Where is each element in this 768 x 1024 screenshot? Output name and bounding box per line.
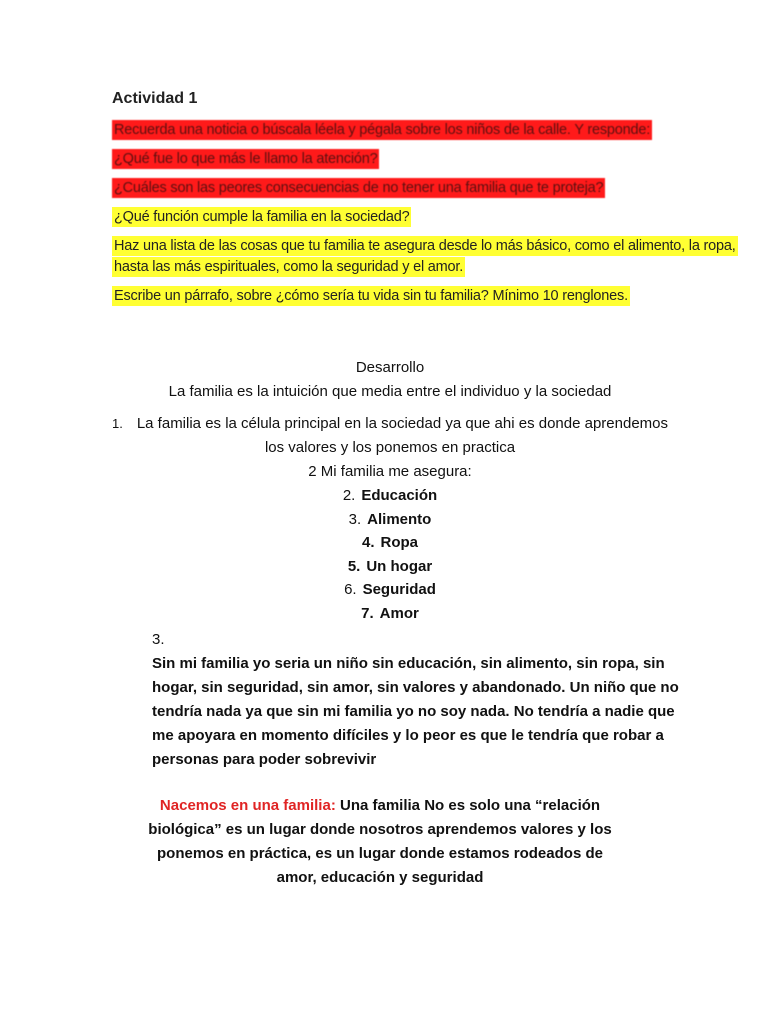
answer-section: [110, 356, 670, 625]
activity-question-3: ¿Cuáles son las peores consecuencias de no tener una familia que te proteja?: [114, 180, 604, 196]
list-item: 3. Alimento: [348, 510, 432, 528]
activity-section: [112, 90, 752, 315]
closing-lead: Nacemos en una familia:: [159, 797, 336, 814]
item-1-number: 1.: [111, 416, 123, 431]
list-item: 2. Educación: [342, 487, 438, 504]
activity-question-5: Haz una lista de las cosas que tu familia te asegura desde lo más básico, como el alimento, la ropa, hasta las más espirituales, como la seguridad y el amor.: [114, 238, 736, 275]
activity-title: Actividad 1: [112, 90, 198, 107]
closing-text: Una familia No es solo una “relación biológica” es un lugar donde nosotros aprendemos valores y los ponemos en práctica, es un lugar donde estamos rodeados de amor, educación y seguridad: [148, 797, 612, 886]
list-item: 6. Seguridad: [344, 581, 436, 598]
list-item: 5. Un hogar: [347, 557, 433, 575]
answer-intro: La familia es la intuición que media entre el individuo y la sociedad: [168, 383, 612, 400]
list-item: 7. Amor: [361, 604, 419, 622]
answer-title: Desarrollo: [355, 359, 425, 376]
activity-question-4: ¿Qué función cumple la familia en la sociedad?: [114, 209, 410, 225]
answer-item-2-heading: 2 Mi familia me asegura:: [308, 463, 472, 480]
list-item: 4. Ropa: [361, 534, 418, 551]
family-provides-list: [110, 484, 670, 625]
item-1-text: La familia es la célula principal en la sociedad ya que ahi es donde aprendemos los valores y los ponemos en practica: [136, 415, 669, 456]
activity-question-6: Escribe un párrafo, sobre ¿cómo sería tu vida sin tu familia? Mínimo 10 renglones.: [114, 288, 628, 304]
item-3-text: Sin mi familia yo seria un niño sin educación, sin alimento, sin ropa, sin hogar, sin seguridad, sin amor, sin valores y abandonado. Un niño que no tendría nada ya que sin mi familia yo no soy nada. No tendría a nadie que me apoyara en momento difíciles y lo peor es que le tendría que robar a personas para poder sobrevivir: [152, 655, 679, 768]
activity-question-2: ¿Qué fue lo que más le llamo la atención?: [114, 151, 378, 167]
answer-item-1: [110, 412, 670, 460]
item-3-number: 3.: [152, 631, 165, 648]
closing-paragraph: [140, 794, 620, 890]
answer-item-3: [152, 628, 692, 772]
activity-question-1: Recuerda una noticia o búscala léela y pégala sobre los niños de la calle. Y responde:: [114, 122, 651, 138]
